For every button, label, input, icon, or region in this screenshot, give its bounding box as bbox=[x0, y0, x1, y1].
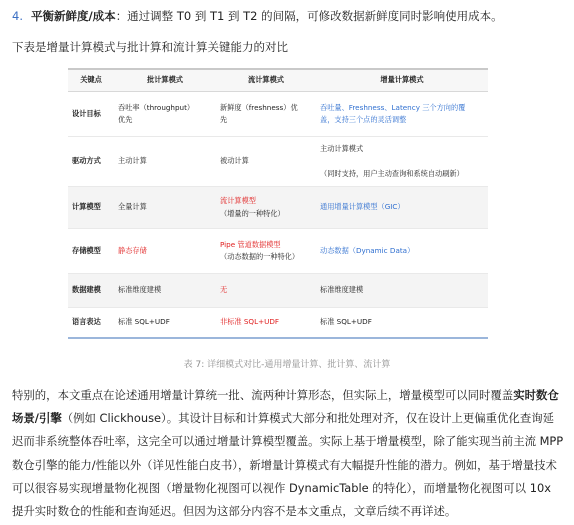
table-row bbox=[68, 137, 488, 187]
bold-term: 实时数仓场景/引擎 bbox=[12, 388, 559, 426]
cell-incremental: 动态数据（Dynamic Data） bbox=[316, 229, 488, 274]
cell-batch: 标准维度建模 bbox=[114, 274, 216, 308]
header-key: 关键点 bbox=[68, 69, 114, 92]
point-text: ：通过调整 T0 到 T1 到 T2 的间隔，可修改数据新鲜度同时影响使用成本。 bbox=[115, 9, 503, 23]
cell-stream: 被动计算 bbox=[216, 137, 316, 187]
cell-batch: 全量计算 bbox=[114, 187, 216, 229]
row-key: 数据建模 bbox=[68, 274, 114, 308]
header-batch: 批计算模式 bbox=[114, 69, 216, 92]
body-paragraph: 特别的，本文重点在论述通用增量计算统一批、流两种计算形态，但实际上，增量模型可以同时覆盖实时数仓场景/引擎（例如 Clickhouse）。其设计目标和计算模式大部分和批处理对齐，仅在设计上更偏重优化查询延迟而非系统整体吞吐率，这完全可以通过增量计算模型覆盖。实际上基于增量模型，除了能实现当前主流 MPP 数仓引擎的能力/性能以外（详见性能白皮书），新增量计算模式有大幅提升性能的潜力。例如，基于增量技术可以很容易实现增量物化视图（增量物化视图可以视作 DynamicTable 的特化），而增量物化视图可以 10x 提升实时数仓的性能和查询延迟。但因为这部分内容不是本文重点，文章后续不再详述。 bbox=[12, 388, 564, 519]
table-intro: 下表是增量计算模式与批计算和流计算关键能力的对比 bbox=[12, 40, 288, 54]
comparison-table bbox=[68, 68, 488, 339]
cell-stream: 新鲜度（freshness）优 先 bbox=[216, 92, 316, 137]
cell-incremental: 主动计算模式 （同时支持，用户主动查询和系统自动刷新） bbox=[316, 137, 488, 187]
point-4 bbox=[12, 6, 503, 26]
row-key: 设计目标 bbox=[68, 92, 114, 137]
header-stream: 流计算模式 bbox=[216, 69, 316, 92]
cell-incremental: 吞吐量、Freshness、Latency 三个方向的覆 盖，支持三个点的灵活调整 bbox=[316, 92, 488, 137]
cell-batch: 标准 SQL+UDF bbox=[114, 308, 216, 338]
table-row bbox=[68, 308, 488, 338]
row-key: 存储模型 bbox=[68, 229, 114, 274]
table-row bbox=[68, 229, 488, 274]
table-row bbox=[68, 187, 488, 229]
point-number: 4. bbox=[12, 9, 23, 23]
table-caption: 表 7: 详细模式对比-通用增量计算、批计算、流计算 bbox=[183, 360, 391, 370]
cell-stream: 流计算模型 （增量的一种特化） bbox=[216, 187, 316, 229]
row-key: 驱动方式 bbox=[68, 137, 114, 187]
cell-batch: 主动计算 bbox=[114, 137, 216, 187]
cell-incremental: 标准 SQL+UDF bbox=[316, 308, 488, 338]
cell-batch: 静态存储 bbox=[114, 229, 216, 274]
cell-stream: 无 bbox=[216, 274, 316, 308]
table-row bbox=[68, 274, 488, 308]
row-key: 计算模型 bbox=[68, 187, 114, 229]
cell-stream: 非标准 SQL+UDF bbox=[216, 308, 316, 338]
row-key: 语言表达 bbox=[68, 308, 114, 338]
table-row bbox=[68, 92, 488, 137]
table-header-row bbox=[68, 69, 488, 92]
point-title: 平衡新鲜度/成本 bbox=[30, 9, 116, 23]
header-incremental: 增量计算模式 bbox=[316, 69, 488, 92]
cell-incremental: 通用增量计算模型（GIC） bbox=[316, 187, 488, 229]
cell-batch: 吞吐率（throughput） 优先 bbox=[114, 92, 216, 137]
cell-incremental: 标准维度建模 bbox=[316, 274, 488, 308]
cell-stream: Pipe 管道数据模型 （动态数据的一种特化） bbox=[216, 229, 316, 274]
